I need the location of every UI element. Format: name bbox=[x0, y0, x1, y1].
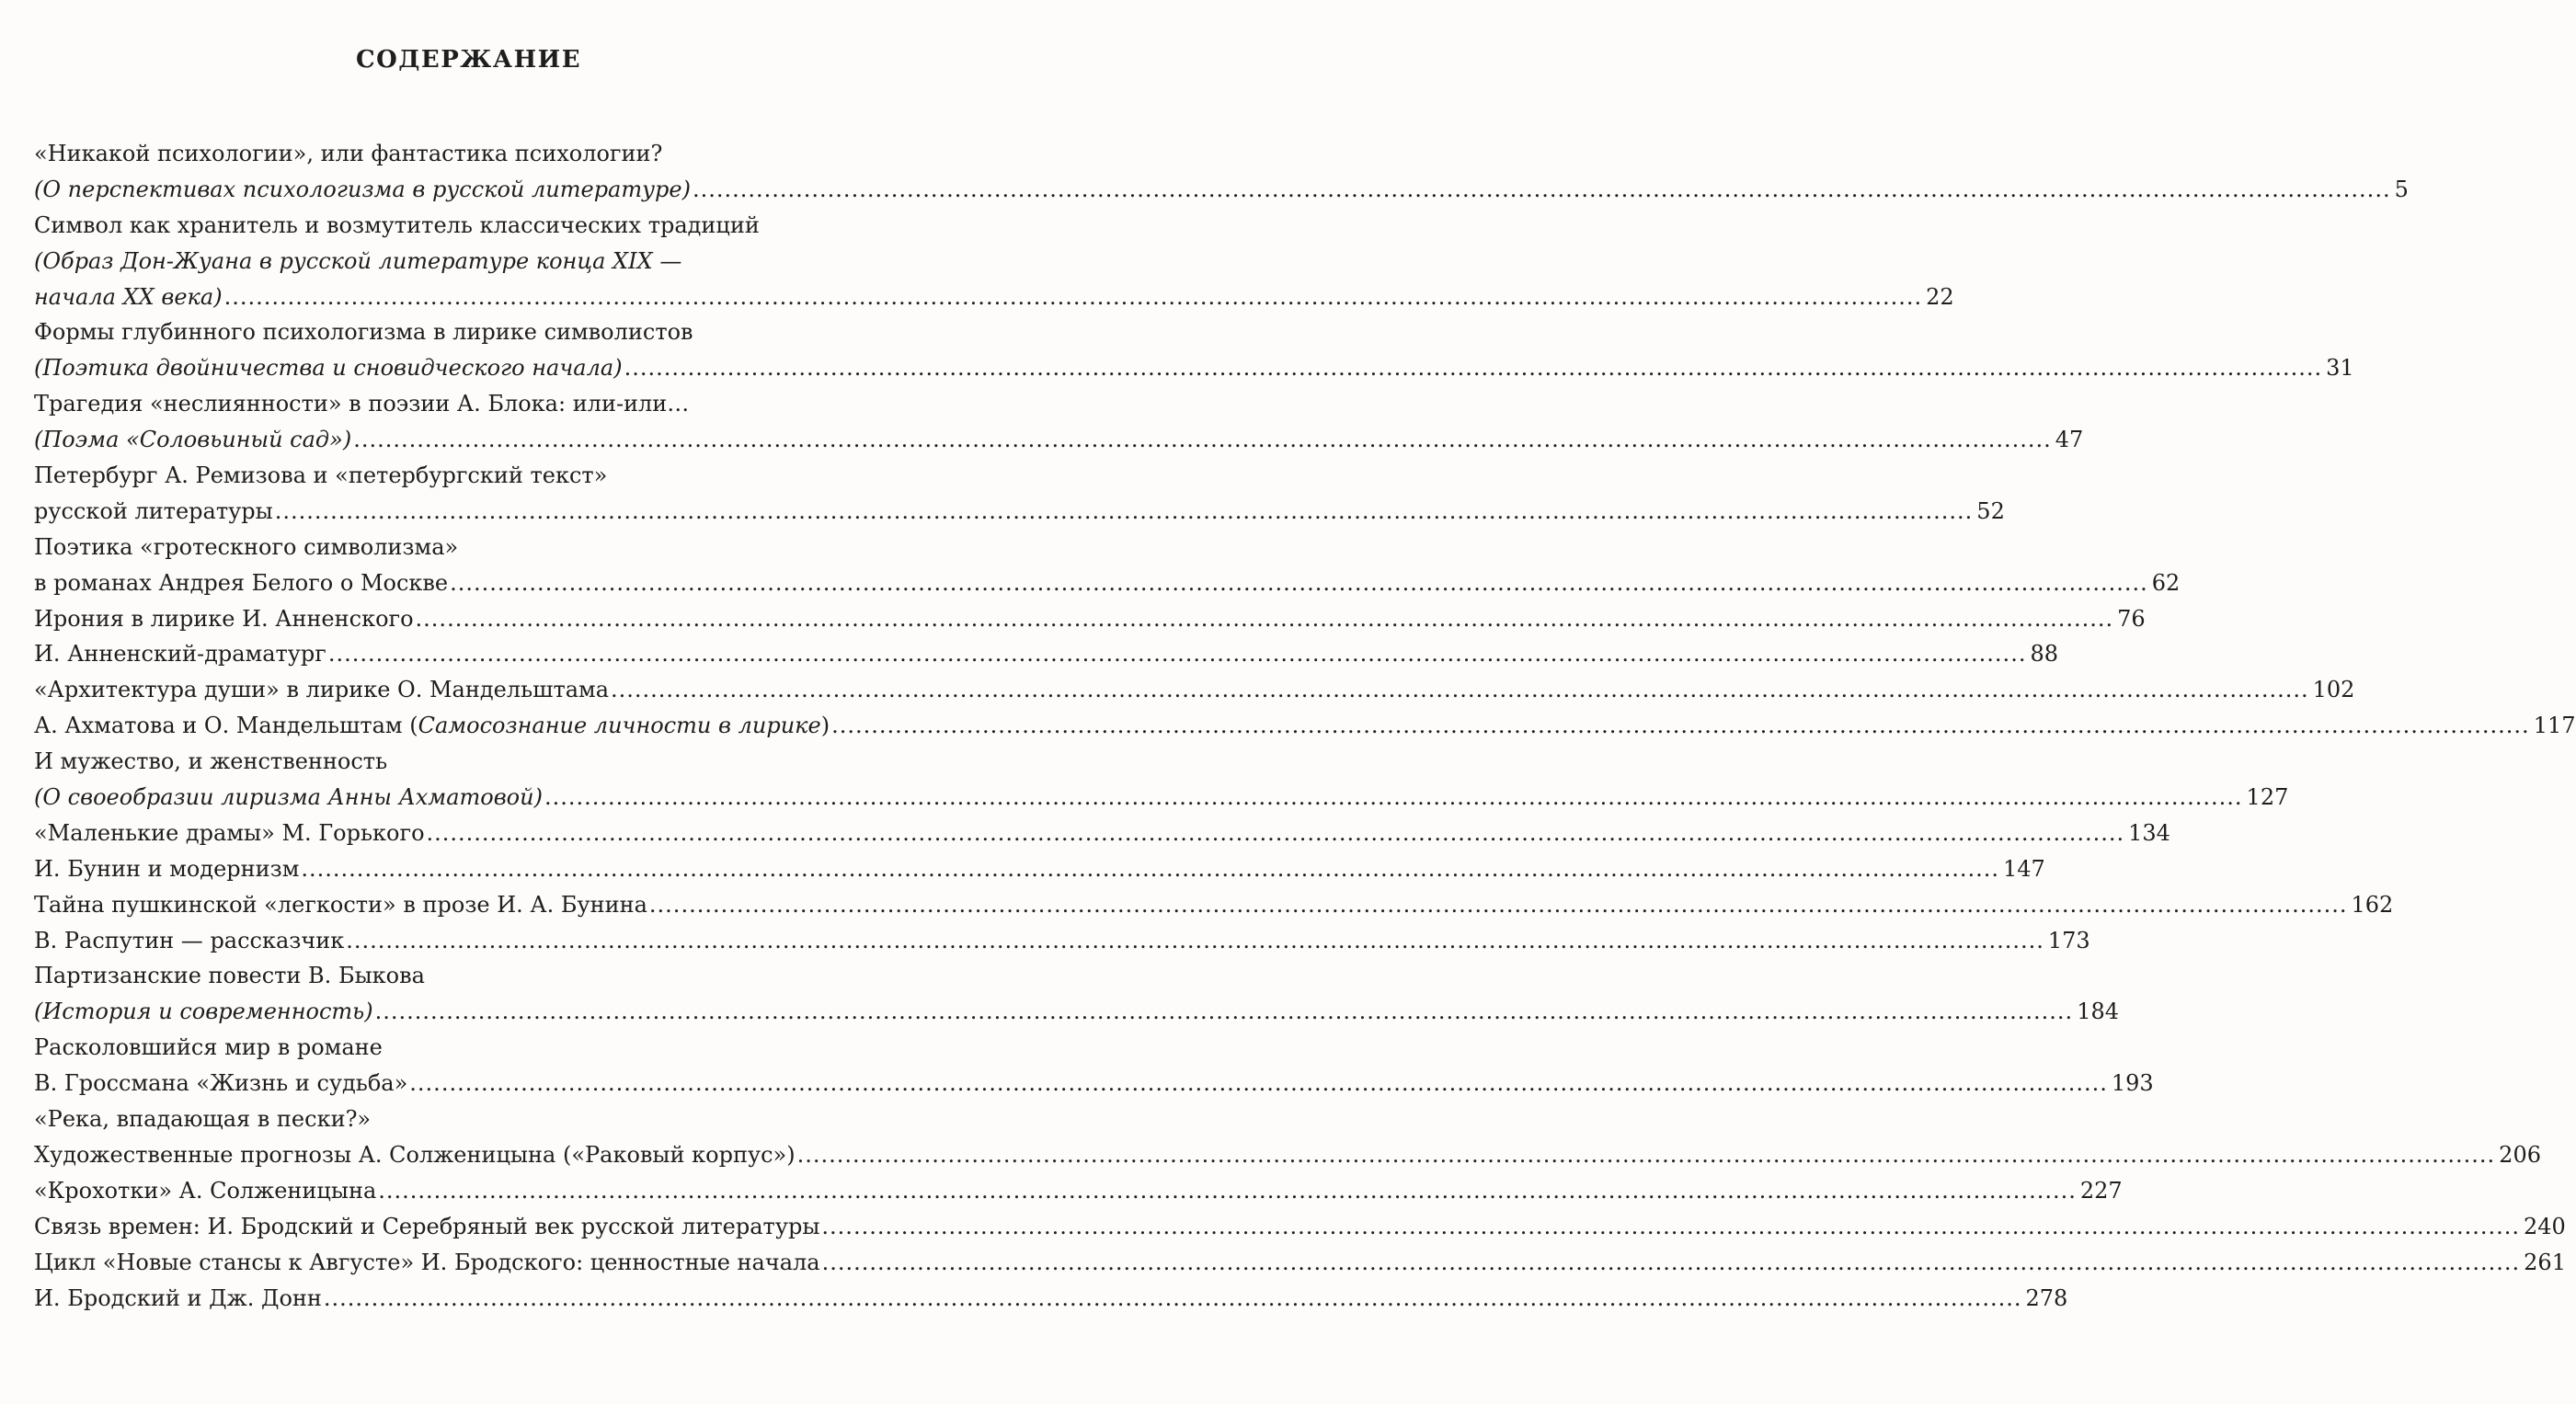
toc-entry-title: Символ как хранитель и возмутитель классических традиций bbox=[34, 211, 760, 238]
toc-page-number: 5 bbox=[2394, 176, 2409, 202]
toc-page-number: 52 bbox=[1976, 497, 2005, 524]
toc-page-number: 102 bbox=[2312, 677, 2355, 703]
toc-entry-subtitle: (Образ Дон-Жуана в русской литературе конца XIX — bbox=[34, 247, 682, 274]
toc-page-number: 278 bbox=[2025, 1284, 2068, 1311]
table-of-contents bbox=[34, 136, 2576, 1316]
toc-page-number: 88 bbox=[2030, 641, 2058, 668]
toc-line bbox=[34, 1102, 893, 1137]
toc-entry-text bbox=[34, 672, 609, 708]
toc-entry-text bbox=[34, 744, 387, 780]
dot-leader bbox=[275, 494, 1974, 530]
toc-entry-text bbox=[34, 958, 425, 994]
toc-page-number: 117 bbox=[2533, 713, 2576, 739]
toc-entry-title: «Маленькие драмы» М. Горького bbox=[34, 819, 425, 846]
toc-line bbox=[34, 636, 2058, 672]
toc-entry-subtitle: (О перспективах психологизма в русской литературе) bbox=[34, 176, 691, 202]
dot-leader bbox=[624, 350, 2323, 386]
toc-entry-title: И. Бунин и модернизм bbox=[34, 855, 300, 882]
toc-line bbox=[34, 244, 893, 280]
toc-line bbox=[34, 458, 893, 494]
toc-line bbox=[34, 780, 2289, 816]
toc-entry-subtitle: (Поэма «Соловьиный сад») bbox=[34, 427, 352, 453]
toc-line bbox=[34, 136, 893, 172]
toc-line bbox=[34, 314, 893, 350]
toc-entry-subtitle: (О своеобразии лиризма Анны Ахматовой) bbox=[34, 784, 543, 811]
toc-entry-text bbox=[34, 350, 623, 386]
page-title: СОДЕРЖАНИЕ bbox=[355, 46, 582, 74]
dot-leader bbox=[324, 1281, 2022, 1317]
dot-leader bbox=[611, 672, 2309, 708]
toc-entry-text bbox=[34, 708, 830, 744]
toc-line bbox=[34, 530, 893, 565]
toc-entry-title: Ирония в лирике И. Анненского bbox=[34, 605, 414, 632]
toc-entry-text bbox=[34, 1209, 819, 1245]
toc-page-number: 31 bbox=[2326, 355, 2354, 382]
toc-entry-title: Цикл «Новые стансы к Августе» И. Бродского: ценностные начала bbox=[34, 1249, 820, 1275]
toc-line bbox=[34, 1245, 2566, 1281]
toc-line bbox=[34, 958, 893, 994]
toc-page-number: 240 bbox=[2524, 1213, 2566, 1239]
dot-leader bbox=[353, 422, 2052, 458]
toc-entry-text bbox=[34, 780, 543, 816]
toc-entry-title: «Река, впадающая в пески?» bbox=[34, 1106, 372, 1133]
toc-entry-title: И мужество, и женственность bbox=[34, 748, 388, 775]
toc-line bbox=[34, 172, 2409, 208]
toc-entry-title: Петербург А. Ремизова и «петербургский текст» bbox=[34, 462, 608, 489]
dot-leader bbox=[375, 994, 2074, 1030]
toc-entry-title: И. Анненский-драматург bbox=[34, 641, 326, 668]
toc-line bbox=[34, 1281, 2068, 1317]
toc-line bbox=[34, 565, 2181, 601]
toc-page-number: 134 bbox=[2128, 819, 2170, 846]
dot-leader bbox=[378, 1173, 2077, 1209]
toc-page-number: 127 bbox=[2246, 784, 2289, 811]
toc-entry-subtitle: (Поэтика двойничества и сновидческого начала) bbox=[34, 355, 623, 382]
toc-entry-text bbox=[34, 994, 373, 1030]
toc-entry-title: Трагедия «неслиянности» в поэзии А. Блока: или-или… bbox=[34, 391, 690, 417]
dot-leader bbox=[427, 816, 2125, 851]
toc-entry-title: А. Ахматова и О. Мандельштам ( bbox=[34, 713, 418, 739]
toc-page-number: 62 bbox=[2151, 569, 2181, 596]
dot-leader bbox=[328, 636, 2027, 672]
toc-entry-title: «Архитектура души» в лирике О. Мандельштама bbox=[34, 677, 610, 703]
toc-line bbox=[34, 708, 2576, 744]
toc-entry-text bbox=[34, 172, 691, 208]
toc-entry-title: Тайна пушкинской «легкости» в прозе И. А. Бунина bbox=[34, 891, 647, 918]
toc-entry-title: «Крохотки» А. Солженицына bbox=[34, 1177, 377, 1204]
toc-page-number: 193 bbox=[2111, 1070, 2154, 1097]
toc-page-number: 261 bbox=[2524, 1249, 2566, 1275]
toc-entry-subtitle: начала XX века) bbox=[34, 283, 223, 310]
toc-entry-title: Расколовшийся мир в романе bbox=[34, 1034, 383, 1061]
dot-leader bbox=[649, 887, 2348, 923]
toc-page-number: 206 bbox=[2499, 1141, 2541, 1168]
dot-leader bbox=[821, 1209, 2520, 1245]
toc-line bbox=[34, 1066, 2154, 1102]
dot-leader bbox=[409, 1066, 2108, 1102]
toc-line bbox=[34, 744, 893, 780]
toc-entry-text bbox=[34, 422, 351, 458]
toc-line bbox=[34, 887, 2394, 923]
toc-entry-text bbox=[34, 314, 693, 350]
dot-leader bbox=[693, 172, 2391, 208]
toc-entry-text bbox=[34, 530, 458, 565]
toc-entry-text bbox=[34, 1030, 383, 1066]
toc-entry-text bbox=[34, 1066, 407, 1102]
toc-entry-title: Партизанские повести В. Быкова bbox=[34, 963, 425, 989]
toc-entry-text bbox=[34, 458, 607, 494]
toc-entry-text bbox=[34, 386, 689, 422]
toc-entry-text bbox=[34, 208, 760, 244]
toc-line bbox=[34, 994, 2119, 1030]
toc-page-number: 227 bbox=[2079, 1177, 2123, 1204]
toc-entry-text bbox=[34, 280, 223, 315]
dot-leader bbox=[450, 565, 2148, 601]
toc-entry-text bbox=[34, 816, 425, 851]
toc-page-number: 162 bbox=[2351, 891, 2394, 918]
dot-leader bbox=[831, 708, 2530, 744]
toc-entry-text bbox=[34, 1281, 322, 1317]
dot-leader bbox=[544, 780, 2243, 816]
toc-entry-text bbox=[34, 851, 299, 887]
toc-entry-title: русской литературы bbox=[34, 497, 273, 524]
toc-entry-text bbox=[34, 1245, 820, 1281]
toc-entry-title: И. Бродский и Дж. Донн bbox=[34, 1284, 322, 1311]
toc-line bbox=[34, 494, 2005, 530]
toc-line bbox=[34, 923, 2090, 959]
toc-line bbox=[34, 280, 1954, 315]
toc-entry-text bbox=[34, 1137, 796, 1173]
toc-entry-text bbox=[34, 636, 326, 672]
toc-line bbox=[34, 1173, 2123, 1209]
dot-leader bbox=[822, 1245, 2521, 1281]
toc-entry-title: Художественные прогнозы А. Солженицына («Раковый корпус») bbox=[34, 1141, 796, 1168]
toc-entry-text bbox=[34, 887, 647, 923]
dot-leader bbox=[301, 851, 1999, 887]
toc-entry-text bbox=[34, 136, 662, 172]
toc-line bbox=[34, 1030, 893, 1066]
toc-entry-title: «Никакой психологии», или фантастика психологии? bbox=[34, 141, 663, 166]
toc-entry-title: В. Гроссмана «Жизнь и судьба» bbox=[34, 1070, 408, 1097]
toc-entry-text bbox=[34, 244, 681, 280]
dot-leader bbox=[797, 1137, 2496, 1173]
toc-entry-text bbox=[34, 923, 344, 959]
toc-entry-text bbox=[34, 1173, 376, 1209]
toc-entry-text bbox=[34, 494, 273, 530]
toc-line bbox=[34, 386, 893, 422]
toc-page-number: 47 bbox=[2055, 427, 2084, 453]
dot-leader bbox=[346, 923, 2044, 959]
toc-entry-title: ) bbox=[820, 713, 830, 739]
toc-line bbox=[34, 1209, 2566, 1245]
dot-leader bbox=[224, 280, 1923, 315]
toc-line bbox=[34, 601, 2146, 637]
toc-page-number: 147 bbox=[2003, 855, 2045, 882]
toc-line bbox=[34, 350, 2354, 386]
toc-page-number: 76 bbox=[2117, 605, 2146, 632]
toc-entry-text bbox=[34, 601, 414, 637]
toc-page-number: 173 bbox=[2047, 927, 2090, 953]
toc-entry-title: в романах Андрея Белого о Москве bbox=[34, 569, 449, 596]
toc-entry-text bbox=[34, 1102, 371, 1137]
toc-line bbox=[34, 1137, 2541, 1173]
toc-line bbox=[34, 208, 893, 244]
toc-entry-subtitle: Самосознание личности в лирике bbox=[418, 713, 821, 739]
toc-entry-subtitle: (История и современность) bbox=[34, 999, 373, 1025]
toc-entry-title: В. Распутин — рассказчик bbox=[34, 927, 345, 953]
toc-line bbox=[34, 851, 2045, 887]
toc-page-number: 184 bbox=[2077, 999, 2119, 1025]
toc-entry-title: Формы глубинного психологизма в лирике символистов bbox=[34, 319, 693, 346]
toc-line bbox=[34, 672, 2355, 708]
toc-entry-title: Связь времен: И. Бродский и Серебряный век русской литературы bbox=[34, 1213, 820, 1239]
toc-entry-text bbox=[34, 565, 448, 601]
toc-line bbox=[34, 816, 2170, 851]
toc-line bbox=[34, 422, 2084, 458]
dot-leader bbox=[416, 601, 2114, 637]
toc-entry-title: Поэтика «гротескного символизма» bbox=[34, 533, 459, 560]
toc-page-number: 22 bbox=[1926, 283, 1954, 310]
